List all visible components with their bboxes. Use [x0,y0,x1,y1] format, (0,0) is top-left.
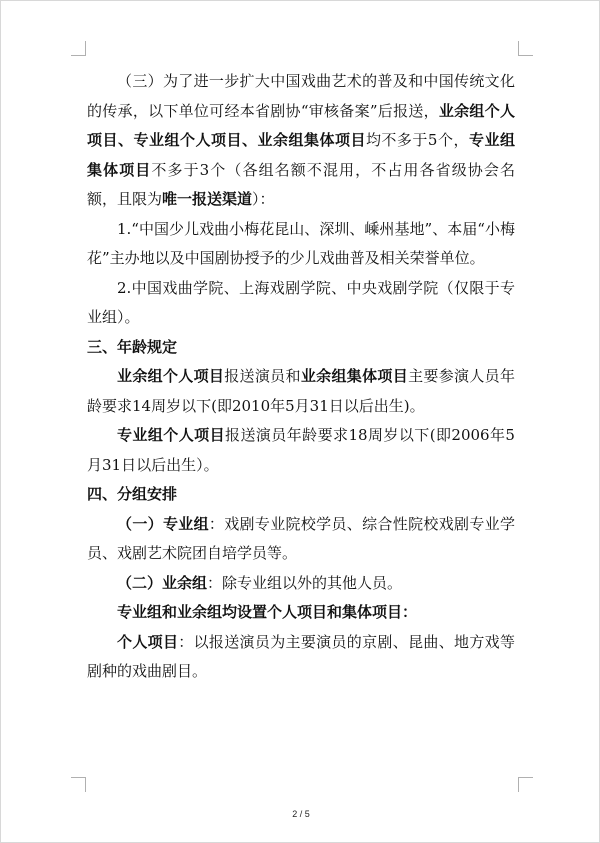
page-body [87,67,515,687]
paragraph-amateur-group: （二）业余组：除专业组以外的其他人员。 [117,573,403,592]
paragraph-individual-project: 个人项目：以报送演员为主要演员的京剧、昆曲、地方戏等剧种的戏曲剧目。 [87,632,515,680]
page-number: 2 / 5 [292,809,310,819]
crop-mark-top-right [518,41,533,56]
paragraph-professional-group: （一）专业组：戏剧专业院校学员、综合性院校戏剧专业学员、戏剧艺术院团自培学员等。 [87,514,515,562]
section-heading-groups: 四、分组安排 [87,485,178,503]
paragraph-age-amateur: 业余组个人项目报送演员和业余组集体项目主要参演人员年龄要求14周岁以下(即2010年5月31日以后出生)。 [87,367,515,415]
list-item-1: 1.“中国少儿戏曲小梅花昆山、深圳、嵊州基地”、本届“小梅花”主办地以及中国剧协授予的少儿戏曲普及相关荣誉单位。 [87,219,515,267]
crop-mark-bottom-right [518,777,533,792]
section-heading-age: 三、年龄规定 [87,337,178,356]
list-item-2: 2.中国戏曲学院、上海戏剧学院、中央戏剧学院（仅限于专业组）。 [87,278,515,326]
paragraph-age-professional: 专业组个人项目报送演员年龄要求18周岁以下(即2006年5月31日以后出生）。 [87,426,515,474]
crop-mark-top-left [71,41,86,56]
paragraph-project-types: 专业组和业余组均设置个人项目和集体项目： [117,603,418,621]
crop-mark-bottom-left [71,777,86,792]
paragraph-eligible-units: （三）为了进一步扩大中国戏曲艺术的普及和中国传统文化的传承，以下单位可经本省剧协“审核备案”后报送，业余组个人项目、专业组个人项目、业余组集体项目均不多于5个，专业组集体项目不多于3个（各组名额不混用，不占用各省级协会名额，且限为唯一报送渠道）： [87,72,515,208]
